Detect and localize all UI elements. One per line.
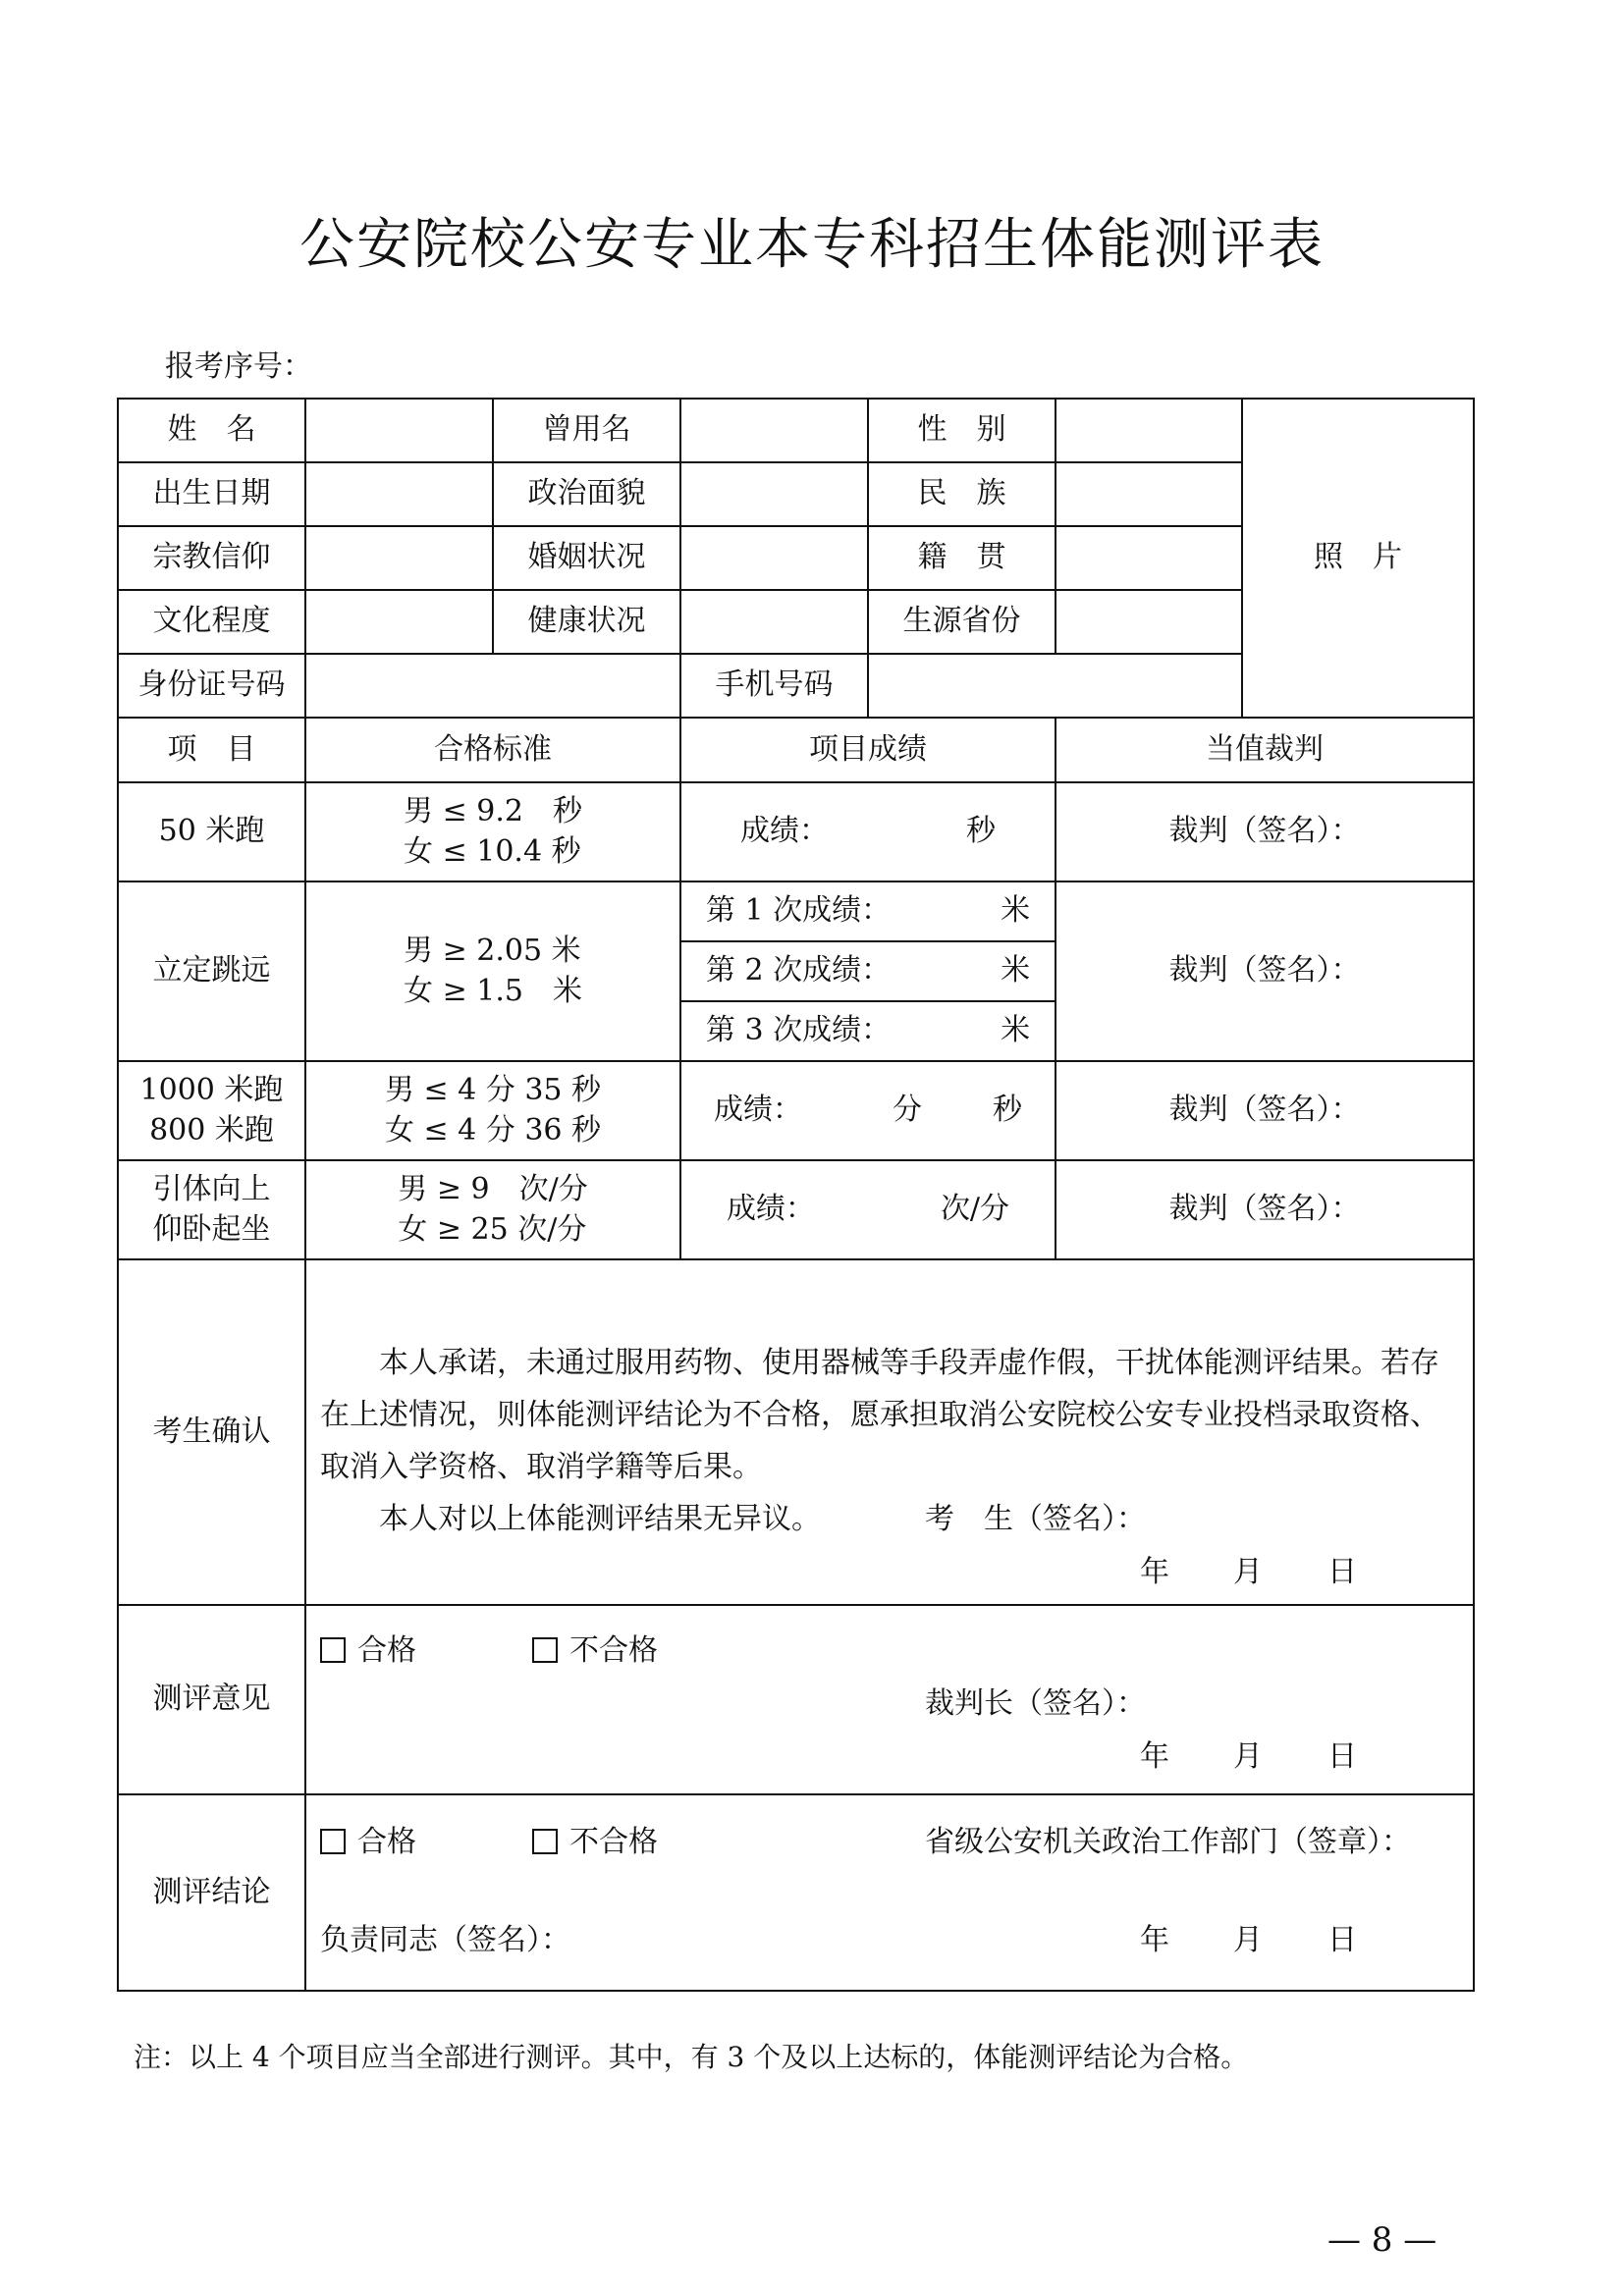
run1000-std-female: 女 ≤ 4 分 36 秒 <box>384 1112 602 1148</box>
conclusion-pass-option[interactable] <box>320 1823 416 1863</box>
opinion-year-label: 年 <box>1140 1739 1169 1774</box>
pull-standard <box>305 1160 680 1259</box>
religion-label: 宗教信仰 <box>118 526 305 590</box>
education-field[interactable] <box>305 590 493 654</box>
opinion-label: 测评意见 <box>118 1605 305 1794</box>
run1000-name <box>118 1061 305 1160</box>
pull-std-female: 女 ≥ 25 次/分 <box>398 1211 587 1247</box>
jump-std-female: 女 ≥ 1.5 米 <box>404 973 582 1008</box>
confirm-pledge-text: 本人承诺，未通过服用药物、使用器械等手段弄虚作假，干扰体能测评结果。若存在上述情况，则体能测评结论为不合格，愿承担取消公安院校公安专业投档录取资格、取消入学资格、取消学籍等后果。 <box>320 1346 1439 1484</box>
conclusion-dept-seal-field[interactable] <box>925 1823 1411 1863</box>
opinion-pass-label: 合格 <box>357 1633 416 1668</box>
name-field[interactable] <box>305 399 493 462</box>
opinion-cell <box>305 1605 1474 1794</box>
opinion-row <box>118 1605 1474 1794</box>
conclusion-dept-label: 省级公安机关政治工作部门（签章）： <box>925 1825 1411 1859</box>
pull-row <box>118 1160 1474 1259</box>
event-header-row <box>118 718 1474 782</box>
jump-row-1 <box>118 881 1474 941</box>
opinion-signature-field[interactable] <box>925 1684 1146 1725</box>
run50-std-female: 女 ≤ 10.4 秒 <box>404 833 581 869</box>
gender-label: 性 别 <box>868 399 1056 462</box>
pull-judge-label: 裁判（签名）： <box>1168 1192 1361 1227</box>
opinion-fail-option[interactable] <box>532 1631 658 1672</box>
native-place-field[interactable] <box>1056 526 1242 590</box>
opinion-pass-option[interactable] <box>320 1631 416 1672</box>
conclusion-label: 测评结论 <box>118 1794 305 1991</box>
run1000-std-male: 男 ≤ 4 分 35 秒 <box>384 1073 602 1107</box>
confirm-day-label: 日 <box>1327 1555 1357 1589</box>
run1000-name-female: 800 米跑 <box>149 1112 274 1148</box>
serial-number-label: 报考序号： <box>165 349 312 384</box>
ethnicity-label: 民 族 <box>868 462 1056 526</box>
header-item: 项 目 <box>118 718 305 782</box>
pull-name <box>118 1160 305 1259</box>
run50-std-male: 男 ≤ 9.2 秒 <box>404 794 582 828</box>
pull-name-male: 引体向上 <box>152 1172 271 1206</box>
jump-attempt-3-label: 第 3 次成绩： <box>705 1013 892 1048</box>
jump-attempt-2-label: 第 2 次成绩： <box>705 953 892 988</box>
opinion-fail-checkbox[interactable] <box>532 1637 558 1663</box>
phone-label: 手机号码 <box>680 654 868 718</box>
page-number: — 8 — <box>1327 2220 1437 2260</box>
conclusion-day-label: 日 <box>1327 1923 1357 1957</box>
opinion-pass-checkbox[interactable] <box>320 1637 346 1663</box>
jump-unit-1: 米 <box>1001 893 1031 929</box>
source-province-field[interactable] <box>1056 590 1242 654</box>
jump-judge-field[interactable] <box>1056 881 1474 1061</box>
pull-std-male: 男 ≥ 9 次/分 <box>398 1172 588 1206</box>
header-judge: 当值裁判 <box>1056 718 1474 782</box>
basic-row-1 <box>118 399 1474 462</box>
former-name-field[interactable] <box>680 399 868 462</box>
phone-field[interactable] <box>868 654 1242 718</box>
run1000-score-field[interactable] <box>680 1061 1056 1160</box>
header-score: 项目成绩 <box>680 718 1056 782</box>
run50-score-label: 成绩： <box>740 814 829 849</box>
id-number-label: 身份证号码 <box>118 654 305 718</box>
political-status-label: 政治面貌 <box>493 462 680 526</box>
opinion-fail-label: 不合格 <box>569 1633 658 1668</box>
form-title: 公安院校公安专业本专科招生体能测评表 <box>299 213 1325 277</box>
fitness-assessment-table <box>117 398 1475 1992</box>
name-label: 姓 名 <box>118 399 305 462</box>
conclusion-responsible-label: 负责同志（签名）： <box>320 1923 570 1957</box>
pull-judge-field[interactable] <box>1056 1160 1474 1259</box>
source-province-label: 生源省份 <box>868 590 1056 654</box>
jump-attempt-2-field[interactable] <box>680 941 1056 1001</box>
pull-unit: 次/分 <box>940 1192 1010 1227</box>
id-number-field[interactable] <box>305 654 680 718</box>
confirm-year-label: 年 <box>1140 1555 1169 1589</box>
conclusion-row <box>118 1794 1474 1991</box>
jump-std-male: 男 ≥ 2.05 米 <box>404 934 581 968</box>
conclusion-responsible-field[interactable] <box>320 1921 570 1961</box>
confirm-no-objection-text: 本人对以上体能测评结果无异议。 <box>379 1502 821 1536</box>
marital-status-label: 婚姻状况 <box>493 526 680 590</box>
run50-judge-label: 裁判（签名）： <box>1168 814 1361 849</box>
jump-attempt-3-field[interactable] <box>680 1001 1056 1061</box>
conclusion-fail-label: 不合格 <box>569 1825 658 1859</box>
run1000-standard <box>305 1061 680 1160</box>
run1000-row <box>118 1061 1474 1160</box>
jump-attempt-1-field[interactable] <box>680 881 1056 941</box>
religion-field[interactable] <box>305 526 493 590</box>
confirm-label: 考生确认 <box>118 1259 305 1605</box>
political-status-field[interactable] <box>680 462 868 526</box>
run1000-judge-label: 裁判（签名）： <box>1168 1093 1361 1128</box>
run1000-unit-min: 分 <box>893 1093 922 1128</box>
conclusion-month-label: 月 <box>1233 1923 1263 1957</box>
conclusion-pass-label: 合格 <box>357 1825 416 1859</box>
pull-score-field[interactable] <box>680 1160 1056 1259</box>
education-label: 文化程度 <box>118 590 305 654</box>
native-place-label: 籍 贯 <box>868 526 1056 590</box>
jump-unit-3: 米 <box>1001 1013 1031 1048</box>
confirm-month-label: 月 <box>1233 1555 1263 1589</box>
conclusion-cell <box>305 1794 1474 1991</box>
run50-score-field[interactable] <box>680 782 1056 881</box>
pull-score-label: 成绩： <box>726 1192 815 1227</box>
former-name-label: 曾用名 <box>493 399 680 462</box>
conclusion-fail-option[interactable] <box>532 1823 658 1863</box>
photo-label: 照 片 <box>1314 540 1402 575</box>
confirm-cell <box>305 1259 1474 1605</box>
jump-judge-label: 裁判（签名）： <box>1168 953 1361 988</box>
run50-name: 50 米跑 <box>118 782 305 881</box>
run1000-unit-sec: 秒 <box>993 1093 1022 1128</box>
run50-unit: 秒 <box>966 814 996 849</box>
confirm-sign-label: 考 生（签名）： <box>925 1502 1146 1536</box>
marital-status-field[interactable] <box>680 526 868 590</box>
header-standard: 合格标准 <box>305 718 680 782</box>
confirm-signature-field[interactable] <box>925 1500 1146 1540</box>
jump-standard <box>305 881 680 1061</box>
run50-row <box>118 782 1474 881</box>
run1000-name-male: 1000 米跑 <box>139 1073 284 1107</box>
jump-unit-2: 米 <box>1001 953 1031 988</box>
conclusion-fail-checkbox[interactable] <box>532 1829 558 1854</box>
opinion-day-label: 日 <box>1327 1739 1357 1774</box>
ethnicity-field[interactable] <box>1056 462 1242 526</box>
jump-name: 立定跳远 <box>118 881 305 1061</box>
jump-attempt-1-label: 第 1 次成绩： <box>705 893 892 929</box>
opinion-month-label: 月 <box>1233 1739 1263 1774</box>
conclusion-year-label: 年 <box>1140 1923 1169 1957</box>
conclusion-pass-checkbox[interactable] <box>320 1829 346 1854</box>
health-label: 健康状况 <box>493 590 680 654</box>
birth-date-field[interactable] <box>305 462 493 526</box>
run50-judge-field[interactable] <box>1056 782 1474 881</box>
birth-date-label: 出生日期 <box>118 462 305 526</box>
footnote: 注：以上 4 个项目应当全部进行测评。其中，有 3 个及以上达标的，体能测评结论为合格。 <box>134 2041 1249 2073</box>
health-field[interactable] <box>680 590 868 654</box>
gender-field[interactable] <box>1056 399 1242 462</box>
run1000-judge-field[interactable] <box>1056 1061 1474 1160</box>
confirm-row <box>118 1259 1474 1605</box>
run1000-score-label: 成绩： <box>714 1093 802 1128</box>
pull-name-female: 仰卧起坐 <box>152 1211 271 1247</box>
run50-standard <box>305 782 680 881</box>
opinion-sign-label: 裁判长（签名）： <box>925 1686 1146 1721</box>
photo-box[interactable] <box>1242 399 1474 718</box>
